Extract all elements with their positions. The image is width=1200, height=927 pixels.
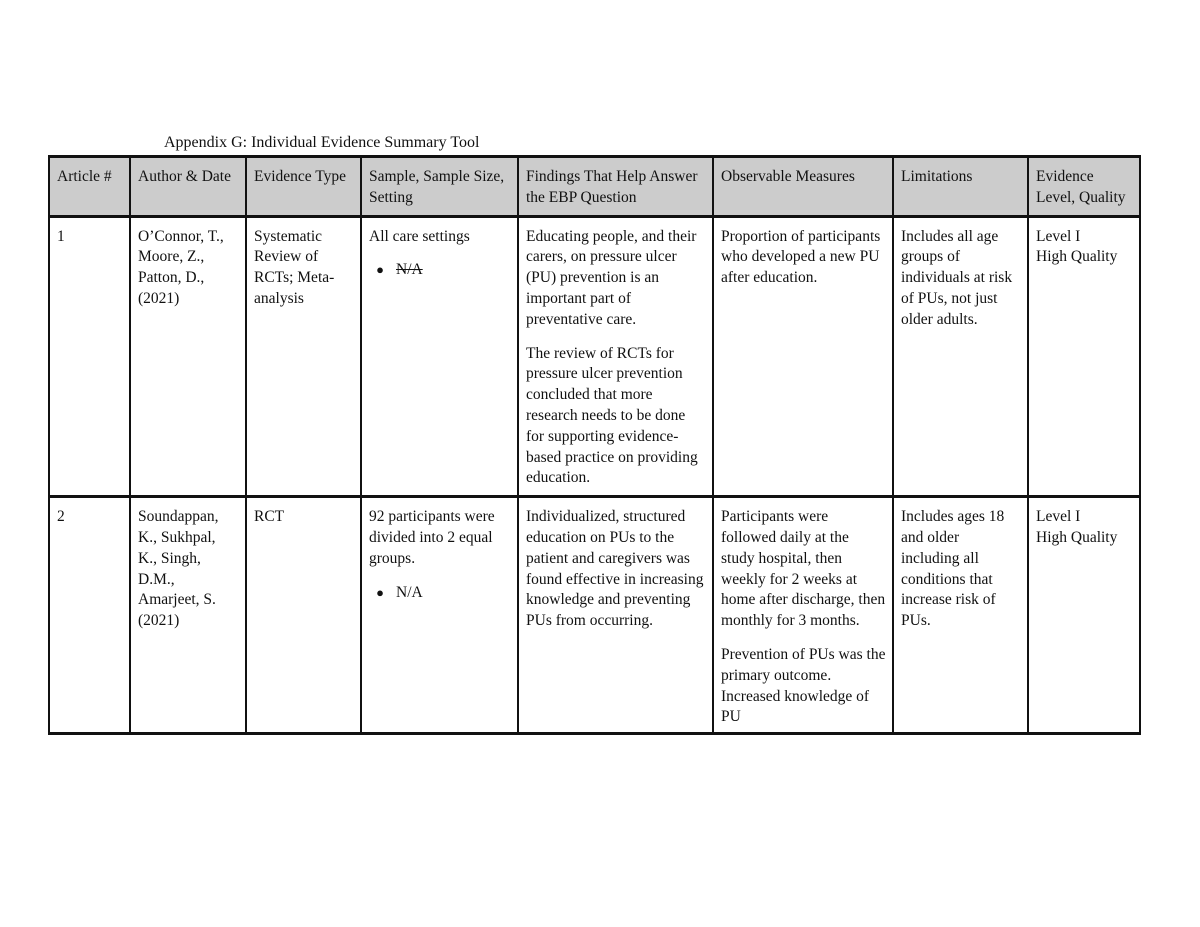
findings-paragraph: Educating people, and their carers, on pressure ulcer (PU) prevention is an important part of preventative care. [526,227,697,328]
list-item [376,583,511,604]
sample-text: All care settings [369,227,470,245]
author-line: Amarjeet, S. [138,591,216,609]
measures-paragraph: Prevention of PUs was the primary outcome. Increased knowledge of PU [721,645,886,726]
author-line: O’Connor, T., [138,227,224,245]
cell-author-date [130,497,246,734]
bullet-icon: ● [376,262,384,278]
cell-sample [361,216,518,497]
author-line: Patton, D., [138,269,205,287]
author-line: K., Singh, [138,549,201,567]
level-line: Level I [1036,508,1081,526]
author-line: (2021) [138,612,180,630]
cell-observable-measures [713,216,893,497]
cell-evidence-level [1028,497,1140,734]
quality-line: High Quality [1036,248,1118,266]
author-line: (2021) [138,289,180,307]
sample-bullet-text: N/A [396,583,423,601]
cell-article-number: 2 [49,497,130,734]
sample-bullet-list [369,583,511,604]
cell-evidence-level [1028,216,1140,497]
header-findings: Findings That Help Answer the EBP Question [518,157,713,217]
cell-limitations: Includes ages 18 and older including all conditions that increase risk of PUs. [893,497,1028,734]
quality-line: High Quality [1036,528,1118,546]
table-row [49,216,1140,497]
header-evidence-type: Evidence Type [246,157,361,217]
sample-bullet-list [369,260,511,281]
level-line: Level I [1036,227,1081,245]
cell-evidence-type: Systematic Review of RCTs; Meta-analysis [246,216,361,497]
cell-sample [361,497,518,734]
table-row [49,497,1140,734]
cell-limitations: Includes all age groups of individuals at risk of PUs, not just older adults. [893,216,1028,497]
author-line: Moore, Z., [138,248,205,266]
author-line: K., Sukhpal, [138,528,216,546]
header-limitations: Limitations [893,157,1028,217]
header-observable-measures: Observable Measures [713,157,893,217]
measures-paragraph: Proportion of participants who developed a new PU after education. [721,227,881,287]
sample-text: 92 participants were divided into 2 equal groups. [369,508,495,567]
cell-article-number: 1 [49,216,130,497]
cell-findings [518,497,713,734]
cell-findings [518,216,713,497]
cell-observable-measures [713,497,893,734]
author-line: D.M., [138,570,175,588]
sample-bullet-text-struck: N/A [396,261,423,279]
document-title: Appendix G: Individual Evidence Summary Tool [164,134,480,151]
evidence-summary-table [48,155,1141,735]
header-row [49,157,1140,217]
cell-evidence-type: RCT [246,497,361,734]
bullet-icon: ● [376,584,384,600]
header-article-number: Article # [49,157,130,217]
findings-paragraph: Individualized, structured education on PUs to the patient and caregivers was found effective in increasing knowledge and preventing PUs from occurring. [526,508,704,630]
header-author-date: Author & Date [130,157,246,217]
header-evidence-level: Evidence Level, Quality [1028,157,1140,217]
list-item [376,260,511,281]
findings-paragraph: The review of RCTs for pressure ulcer prevention concluded that more research needs to be done for supporting evidence-based practice on providing education. [526,344,698,487]
author-line: Soundappan, [138,508,219,526]
header-sample: Sample, Sample Size, Setting [361,157,518,217]
measures-paragraph: Participants were followed daily at the study hospital, then weekly for 2 weeks at home after discharge, then monthly for 3 months. [721,508,886,630]
cell-author-date [130,216,246,497]
